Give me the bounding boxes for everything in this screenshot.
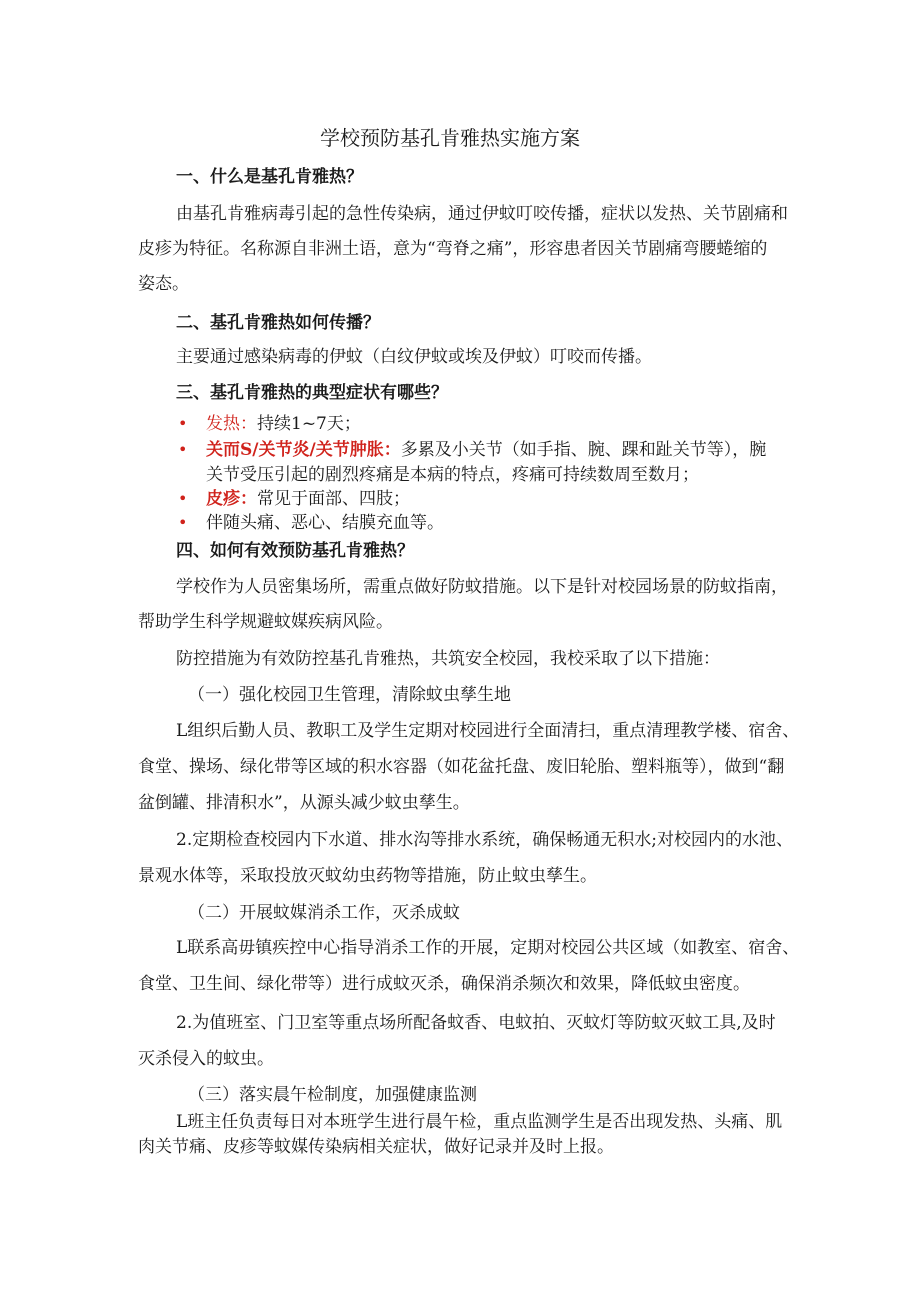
subsection-1-item-2-line-2: 景观水体等，采取投放灭蚊幼虫药物等措施，防止蚊虫孳生。 [138, 866, 597, 886]
subsection-3-item-1-line-2: 肉关节痛、皮疹等蚊媒传染病相关症状，做好记录并及时上报。 [138, 1137, 614, 1157]
section-3-heading: 三、基孔肯雅热的典型症状有哪些？ [176, 383, 448, 403]
symptom-text-fever: 持续1~7天； [257, 414, 361, 434]
subsection-3-heading: （三）落实晨午检制度，加强健康监测 [188, 1085, 477, 1105]
subsection-2-item-1-line-2: 食堂、卫生间、绿化带等）进行成蚊灭杀，确保消杀频次和效果，降低蚊虫密度。 [138, 974, 750, 994]
symptom-label-fever: 发热： [206, 414, 257, 434]
subsection-2-item-1-line-1: L联系高毋镇疾控中心指导消杀工作的开展，定期对校园公共区域（如教室、宿舍、 [176, 938, 800, 958]
section-1-paragraph-line-3: 姿态。 [138, 274, 189, 294]
symptom-label-joint: 关而S/关节炎/关节肿胀： [206, 440, 401, 460]
symptom-item-other: 伴随头痛、恶心、结膜充血等。 [206, 513, 444, 533]
bullet-dot: • [178, 489, 188, 508]
symptom-item-joint [206, 439, 766, 461]
page-title: 学校预防基孔肯雅热实施方案 [320, 126, 580, 150]
section-1-paragraph-line-1: 由基孔肯雅病毒引起的急性传染病，通过伊蚊叮咬传播，症状以发热、关节剧痛和 [176, 204, 788, 224]
section-4-paragraph-1-line-2: 帮助学生科学规避蚊媒疾病风险。 [138, 612, 393, 632]
section-1-heading: 一、什么是基孔肯雅热？ [176, 167, 363, 187]
subsection-3-item-1-line-1: L班主任负责每日对本班学生进行晨午检，重点监测学生是否出现发热、头痛、肌 [176, 1112, 783, 1132]
bullet-dot: • [178, 513, 188, 532]
symptom-item-fever [206, 413, 361, 435]
symptom-text-joint: 多累及小关节（如手指、腕、踝和趾关节等），腕 [400, 440, 767, 460]
section-2-heading: 二、基孔肯雅热如何传播？ [176, 313, 380, 333]
section-2-paragraph: 主要通过感染病毒的伊蚊（白纹伊蚊或埃及伊蚊）叮咬而传播。 [176, 347, 652, 367]
subsection-1-item-2-line-1: 2.定期检查校园内下水道、排水沟等排水系统，确保畅通无积水;对校园内的水池、 [176, 830, 793, 850]
bullet-dot: • [178, 440, 188, 459]
subsection-1-item-1-line-2: 食堂、操场、绿化带等区域的积水容器（如花盆托盘、废旧轮胎、塑料瓶等），做到“翻 [138, 757, 785, 777]
symptom-text-rash: 常见于面部、四肢； [257, 489, 410, 509]
subsection-2-item-2-line-2: 灭杀侵入的蚊虫。 [138, 1049, 274, 1069]
section-4-heading: 四、如何有效预防基孔肯雅热？ [176, 541, 414, 561]
section-1-paragraph-line-2: 皮疹为特征。名称源自非洲土语，意为“弯脊之痛”，形容患者因关节剧痛弯腰蜷缩的 [138, 239, 768, 259]
subsection-2-item-2-line-1: 2.为值班室、门卫室等重点场所配备蚊香、电蚊拍、灭蚊灯等防蚊灭蚊工具,及时 [176, 1013, 776, 1033]
subsection-1-item-1-line-1: L组织后勤人员、教职工及学生定期对校园进行全面清扫，重点清理教学楼、宿舍、 [176, 721, 800, 741]
subsection-1-item-1-line-3: 盆倒罐、排清积水”，从源头减少蚊虫孳生。 [138, 793, 470, 813]
subsection-2-heading: （二）开展蚊媒消杀工作，灭杀成蚊 [188, 903, 460, 923]
section-4-paragraph-1-line-1: 学校作为人员密集场所，需重点做好防蚊措施。以下是针对校园场景的防蚊指南， [176, 577, 788, 597]
symptom-item-rash [206, 488, 410, 510]
symptom-text-joint-continued: 关节受压引起的剧烈疼痛是本病的特点，疼痛可持续数周至数月； [206, 465, 699, 485]
section-4-paragraph-2: 防控措施为有效防控基孔肯雅热，共筑安全校园，我校采取了以下措施： [176, 649, 720, 669]
symptom-label-rash: 皮疹： [206, 489, 257, 509]
bullet-dot: • [178, 414, 188, 433]
subsection-1-heading: （一）强化校园卫生管理，清除蚊虫孳生地 [188, 685, 511, 705]
